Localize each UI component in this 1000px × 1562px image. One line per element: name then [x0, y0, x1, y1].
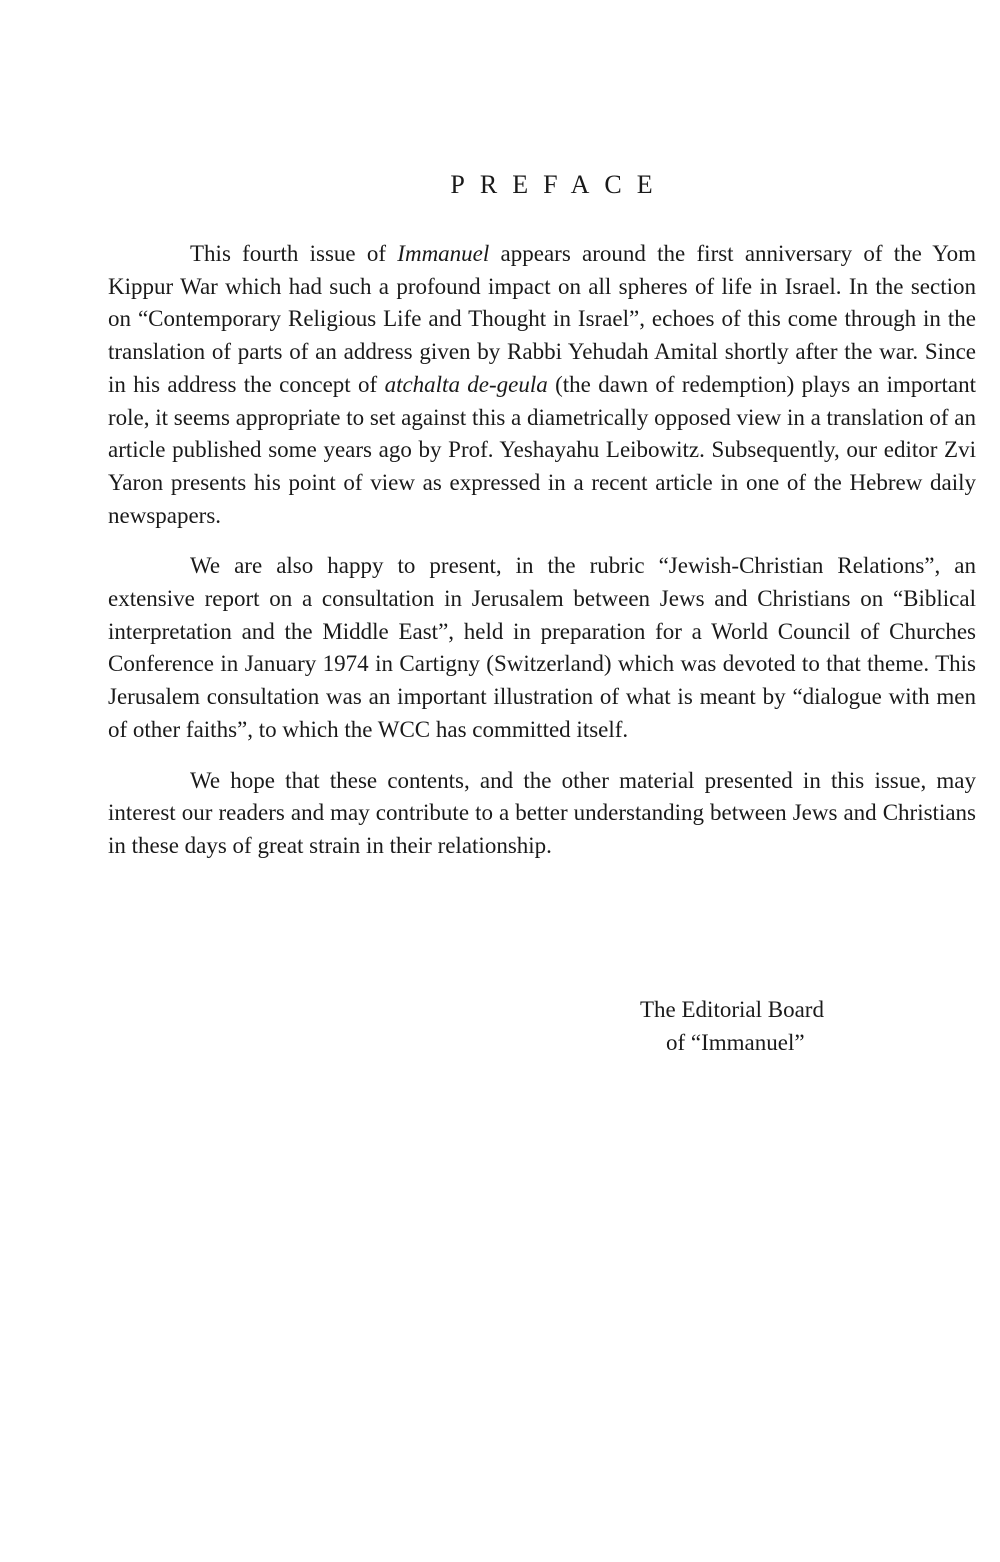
signature-line-2: of “Immanuel” [666, 1029, 805, 1055]
journal-name-italic: Immanuel [397, 241, 490, 266]
paragraph-1-text-a: This fourth issue of [190, 241, 398, 266]
signature-line-1: The Editorial Board [640, 997, 824, 1022]
paragraph-1 [108, 238, 976, 532]
preface-page [108, 170, 977, 1055]
paragraph-1-text-e: (the dawn of redemption) plays an important role, it seems appropriate to set against this a diametrically opposed view in a translation of an article published some years ago by Prof. Yeshayahu Leibowitz. Subsequently, our editor Zvi Yaron presents his point of view as expressed in a recent article in one of the Hebrew daily newspapers. [108, 371, 977, 528]
paragraph-2: We are also happy to present, in the rubric “Jewish-Christian Relations”, an extensive report on a consultation in Jerusalem between Jews and Christians on “Biblical interpretation and the Middle East”, held in preparation for a World Council of Churches Conference in January 1974 in Cartigny (Switzerland) which was devoted to that theme. This Jerusalem consultation was an important illustration of what is meant by “dialogue with men of other faiths”, to which the WCC has committed itself. [108, 553, 976, 742]
paragraph-3: We hope that these contents, and the other material presented in this issue, may interest our readers and may contribute to a better understanding between Jews and Christians in these days of great strain in their relationship. [108, 767, 976, 858]
hebrew-term-italic: atchalta de-geula [384, 371, 548, 397]
page-title: PREFACE [450, 170, 668, 199]
signature-block [640, 994, 900, 1059]
paragraph-1-text-c: appears around the first anniversary of the Yom Kippur War which had such a profound impact on all spheres of life in Israel. In the section on “Contemporary Religious Life and Thought in Israel”, echoes of this come through in the translation of parts of an address given by Rabbi Yehudah Amital shortly after the war. Since in his address the concept of [108, 241, 976, 397]
